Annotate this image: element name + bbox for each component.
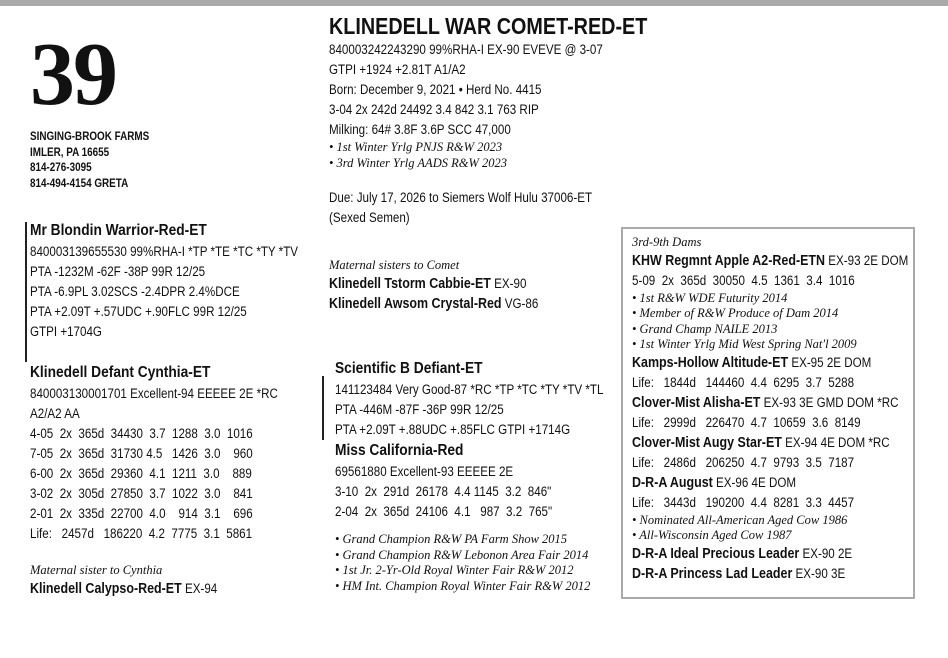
sister-entry: Klinedell Tstorm Cabbie-ET EX-90 (329, 275, 527, 292)
granddam-line: 69561880 Excellent-93 EEEEE 2E (335, 464, 514, 479)
granddam-record: 2-04 2x 365d 24106 4.1 987 3.2 765" (335, 504, 553, 519)
dam-line: 840003130001701 Excellent-94 EEEEE 2E *RC (30, 386, 278, 401)
ancestor-record: Life: 1844d 144460 4.4 6295 3.7 5288 (632, 374, 855, 390)
animal-name: KLINEDELL WAR COMET-RED-ET (329, 13, 648, 39)
award-line: • All-Wisconsin Aged Cow 1987 (632, 528, 792, 542)
dam-lifetime: Life: 2457d 186220 4.2 7775 3.1 5861 (30, 526, 253, 541)
award-line: • 3rd Winter Yrlg AADS R&W 2023 (329, 155, 507, 170)
owner-address: IMLER, PA 16655 (30, 146, 110, 159)
ancestor-dam: KHW Regmnt Apple A2-Red-ETN EX-93 2E DOM (632, 252, 909, 269)
ancestor-dam: Clover-Mist Augy Star-ET EX-94 4E DOM *RC (632, 434, 890, 451)
award-line: • Grand Champ NAILE 2013 (632, 321, 778, 336)
dam-record: 2-01 2x 335d 22700 4.0 914 3.1 696 (30, 506, 253, 521)
ancestor-dam: Kamps-Hollow Altitude-ET EX-95 2E DOM (632, 354, 872, 371)
due-line: (Sexed Semen) (329, 210, 410, 225)
ancestor-dams-list (632, 235, 948, 584)
dams-sire-line: 141123484 Very Good-87 *RC *TP *TC *TY *TV *TL (335, 382, 604, 397)
owner-phone-greta: 814-494-4154 GRETA (30, 177, 129, 190)
ancestor-dam: D-R-A Princess Lad Leader EX-90 3E (632, 565, 846, 582)
due-line: Due: July 17, 2026 to Siemers Wolf Hulu 37006-ET (329, 190, 593, 205)
dam-record: 6-00 2x 365d 29360 4.1 1211 3.0 889 (30, 466, 252, 481)
lot-number: 39 (30, 25, 116, 124)
sire-line: 840003139655530 99%RHA-I *TP *TE *TC *TY *TV (30, 244, 299, 259)
award-line: • 1st R&W WDE Futurity 2014 (632, 290, 788, 305)
award-line: • HM Int. Champion Royal Winter Fair R&W 2012 (335, 578, 591, 593)
ancestor-record: Life: 2486d 206250 4.7 9793 3.5 7187 (632, 454, 855, 470)
header-line: Milking: 64# 3.8F 3.6P SCC 47,000 (329, 122, 511, 137)
due-info (329, 188, 635, 228)
pedigree-bracket (322, 376, 324, 440)
pedigree-bracket (25, 222, 27, 362)
dam-block (30, 362, 318, 544)
dams-sire-line: PTA -446M -87F -36P 99R 12/25 (335, 402, 504, 417)
dams-sire-line: PTA +2.09T +.88UDC +.85FLC GTPI +1714G (335, 422, 571, 437)
award-line: • 1st Winter Yrlg Mid West Spring Nat'l 2009 (632, 337, 857, 351)
dams-sire-block (335, 358, 647, 440)
owner-phone: 814-276-3095 (30, 162, 92, 174)
dam-line: A2/A2 AA (30, 406, 80, 421)
maternal-sisters-comet (329, 258, 572, 314)
lot-header (329, 12, 699, 171)
award-line: • 1st Jr. 2-Yr-Old Royal Winter Fair R&W 2012 (335, 563, 574, 577)
header-line: Born: December 9, 2021 • Herd No. 4415 (329, 82, 542, 97)
sire-line: PTA +2.09T +.57UDC +.90FLC 99R 12/25 (30, 304, 247, 319)
award-line: • Grand Champion R&W PA Farm Show 2015 (335, 532, 568, 546)
header-line: 3-04 2x 242d 24492 3.4 842 3.1 763 RIP (329, 102, 539, 117)
section-heading: Maternal sister to Cynthia (30, 563, 163, 577)
sire-line: PTA -1232M -62F -38P 99R 12/25 (30, 264, 206, 279)
top-border-bar (0, 0, 948, 6)
sire-block (30, 220, 342, 342)
sire-line: PTA -6.9PL 3.02SCS -2.4DPR 2.4%DCE (30, 284, 240, 299)
dam-record: 3-02 2x 305d 27850 3.7 1022 3.0 841 (30, 486, 253, 501)
award-line: • Member of R&W Produce of Dam 2014 (632, 306, 839, 320)
box-heading: 3rd-9th Dams (632, 235, 702, 249)
sire-line: GTPI +1704G (30, 324, 102, 339)
dam-name: Klinedell Defant Cynthia-ET (30, 364, 211, 381)
ancestor-record: Life: 3443d 190200 4.4 8281 3.3 4457 (632, 494, 855, 510)
ancestor-dam: Clover-Mist Alisha-ET EX-93 3E GMD DOM *RC (632, 394, 899, 411)
granddam-name: Miss California-Red (335, 442, 464, 459)
maternal-sister-cynthia (30, 563, 248, 599)
award-line: • Nominated All-American Aged Cow 1986 (632, 512, 848, 527)
section-heading: Maternal sisters to Comet (329, 258, 460, 272)
sister-entry: Klinedell Calypso-Red-ET EX-94 (30, 580, 218, 597)
ancestor-record: Life: 2999d 226470 4.7 10659 3.6 8149 (632, 414, 861, 430)
owner-farm: SINGING-BROOK FARMS (30, 131, 150, 143)
dams-sire-name: Scientific B Defiant-ET (335, 360, 483, 377)
header-line: GTPI +1924 +2.81T A1/A2 (329, 62, 466, 77)
owner-block (30, 130, 169, 192)
granddam-block (335, 440, 590, 594)
award-line: • Grand Champion R&W Lebonon Area Fair 2014 (335, 547, 589, 562)
sire-name: Mr Blondin Warrior-Red-ET (30, 222, 207, 239)
header-line: 840003242243290 99%RHA-I EX-90 EVEVE @ 3-07 (329, 42, 603, 57)
ancestor-record: 5-09 2x 365d 30050 4.5 1361 3.4 1016 (632, 272, 855, 288)
dam-record: 7-05 2x 365d 31730 4.5 1426 3.0 960 (30, 446, 253, 461)
ancestor-dam: D-R-A Ideal Precious Leader EX-90 2E (632, 545, 853, 562)
award-line: • 1st Winter Yrlg PNJS R&W 2023 (329, 140, 503, 154)
dam-record: 4-05 2x 365d 34430 3.7 1288 3.0 1016 (30, 426, 253, 441)
sister-entry: Klinedell Awsom Crystal-Red VG-86 (329, 295, 539, 312)
ancestor-dam: D-R-A August EX-96 4E DOM (632, 474, 797, 491)
granddam-record: 3-10 2x 291d 26178 4.4 1145 3.2 846" (335, 484, 552, 499)
